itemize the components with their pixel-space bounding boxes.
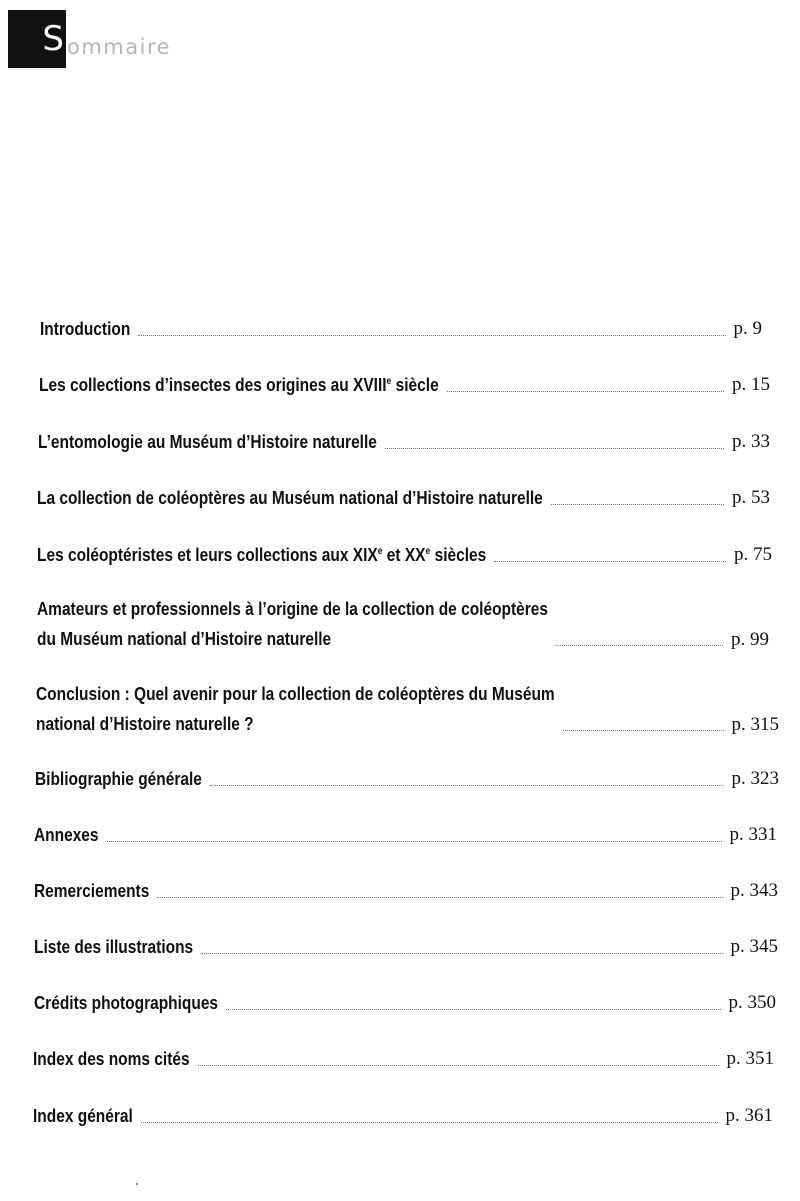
- toc-entry: [33, 1102, 773, 1130]
- header-initial: S: [42, 19, 64, 59]
- toc-entry: [34, 821, 777, 849]
- toc-entry-title: [34, 989, 218, 1017]
- toc-entry-title: [40, 315, 130, 343]
- toc-entry-title-line: Index des noms cités: [33, 1049, 190, 1069]
- dot-leader: [210, 785, 724, 786]
- toc-entry-title-line: Bibliographie générale: [35, 769, 202, 789]
- toc-entry-title-line: La collection de coléoptères au Muséum national d’Histoire naturelle: [37, 488, 543, 508]
- toc-entry-title: [37, 541, 486, 569]
- toc-page-number: p. 331: [729, 824, 777, 845]
- toc-entry-title: [36, 679, 555, 739]
- toc-page-number: p. 343: [730, 880, 778, 901]
- toc-entry-title-line: Introduction: [40, 319, 131, 339]
- toc-page-number: p. 345: [730, 936, 778, 957]
- toc-entry-title: [37, 594, 548, 654]
- toc-entry: [34, 933, 778, 961]
- toc-entry: [33, 1045, 774, 1073]
- toc-page-number: p. 15: [732, 374, 770, 395]
- toc-entry-title: [37, 484, 543, 512]
- toc-entry-title-line: Les collections d’insectes des origines au XVIIIe siècle: [39, 375, 439, 395]
- toc-entry-title-line: Liste des illustrations: [34, 937, 194, 957]
- dot-leader: [385, 448, 724, 449]
- dot-leader: [107, 841, 722, 842]
- toc-page-number: p. 53: [732, 487, 770, 508]
- dot-leader: [563, 730, 724, 731]
- toc-page-number: p. 361: [725, 1105, 773, 1126]
- toc-page-number: p. 350: [728, 992, 776, 1013]
- toc-entry: [37, 594, 769, 654]
- dot-leader: [556, 645, 723, 646]
- toc-entry-title-line: L’entomologie au Muséum d’Histoire naturelle: [38, 432, 377, 452]
- toc-entry: [40, 315, 762, 343]
- toc-entry-title: [34, 933, 193, 961]
- dot-leader: [201, 953, 722, 954]
- toc-entry-title: [33, 1045, 190, 1073]
- toc-page-number: p. 351: [726, 1048, 774, 1069]
- toc-entry-title: [33, 1102, 133, 1130]
- stray-mark: [136, 1183, 138, 1185]
- toc-entry-title: [39, 371, 439, 399]
- dot-leader: [157, 897, 722, 898]
- dot-leader: [447, 391, 724, 392]
- toc-entry-title-line: Les coléoptéristes et leurs collections aux XIXe et XXe siècles: [37, 545, 487, 565]
- toc-entry: [36, 679, 779, 739]
- toc-entry-title: [35, 765, 202, 793]
- toc-page-number: p. 75: [734, 544, 772, 565]
- toc-entry-title-line: national d’Histoire naturelle ?: [36, 714, 254, 734]
- dot-leader: [141, 1122, 718, 1123]
- toc-entry-title-line: Crédits photographiques: [34, 993, 219, 1013]
- toc-page-number: p. 315: [731, 714, 779, 735]
- dot-leader: [226, 1009, 720, 1010]
- toc-entry-title-line: Annexes: [34, 825, 99, 845]
- dot-leader: [138, 335, 725, 336]
- toc-entry-title: [34, 821, 99, 849]
- toc-page-number: p. 33: [732, 431, 770, 452]
- toc-entry: [35, 765, 779, 793]
- toc-entry: [34, 877, 778, 905]
- toc-entry-title-line: Amateurs et professionnels à l’origine de la collection de coléoptères: [37, 599, 548, 619]
- toc-entry-title-line: Index général: [33, 1106, 133, 1126]
- toc-page-number: p. 9: [733, 318, 762, 339]
- toc-entry: [34, 989, 776, 1017]
- toc-entry-title-line: Conclusion : Quel avenir pour la collection de coléoptères du Muséum: [36, 684, 555, 704]
- toc-entry-title: [38, 428, 377, 456]
- toc-entry: [39, 371, 770, 399]
- toc-entry-title: [34, 877, 149, 905]
- header-title-rest: ommaire: [67, 35, 172, 59]
- dot-leader: [494, 561, 726, 562]
- toc-entry-title-line: du Muséum national d’Histoire naturelle: [37, 629, 332, 649]
- toc-entry-title-line: Remerciements: [34, 881, 150, 901]
- toc-entry: [37, 541, 772, 569]
- toc-entry: [38, 428, 770, 456]
- toc-entry: [37, 484, 770, 512]
- toc-page-number: p. 99: [731, 629, 769, 650]
- dot-leader: [551, 504, 724, 505]
- dot-leader: [198, 1065, 719, 1066]
- toc-page-number: p. 323: [731, 768, 779, 789]
